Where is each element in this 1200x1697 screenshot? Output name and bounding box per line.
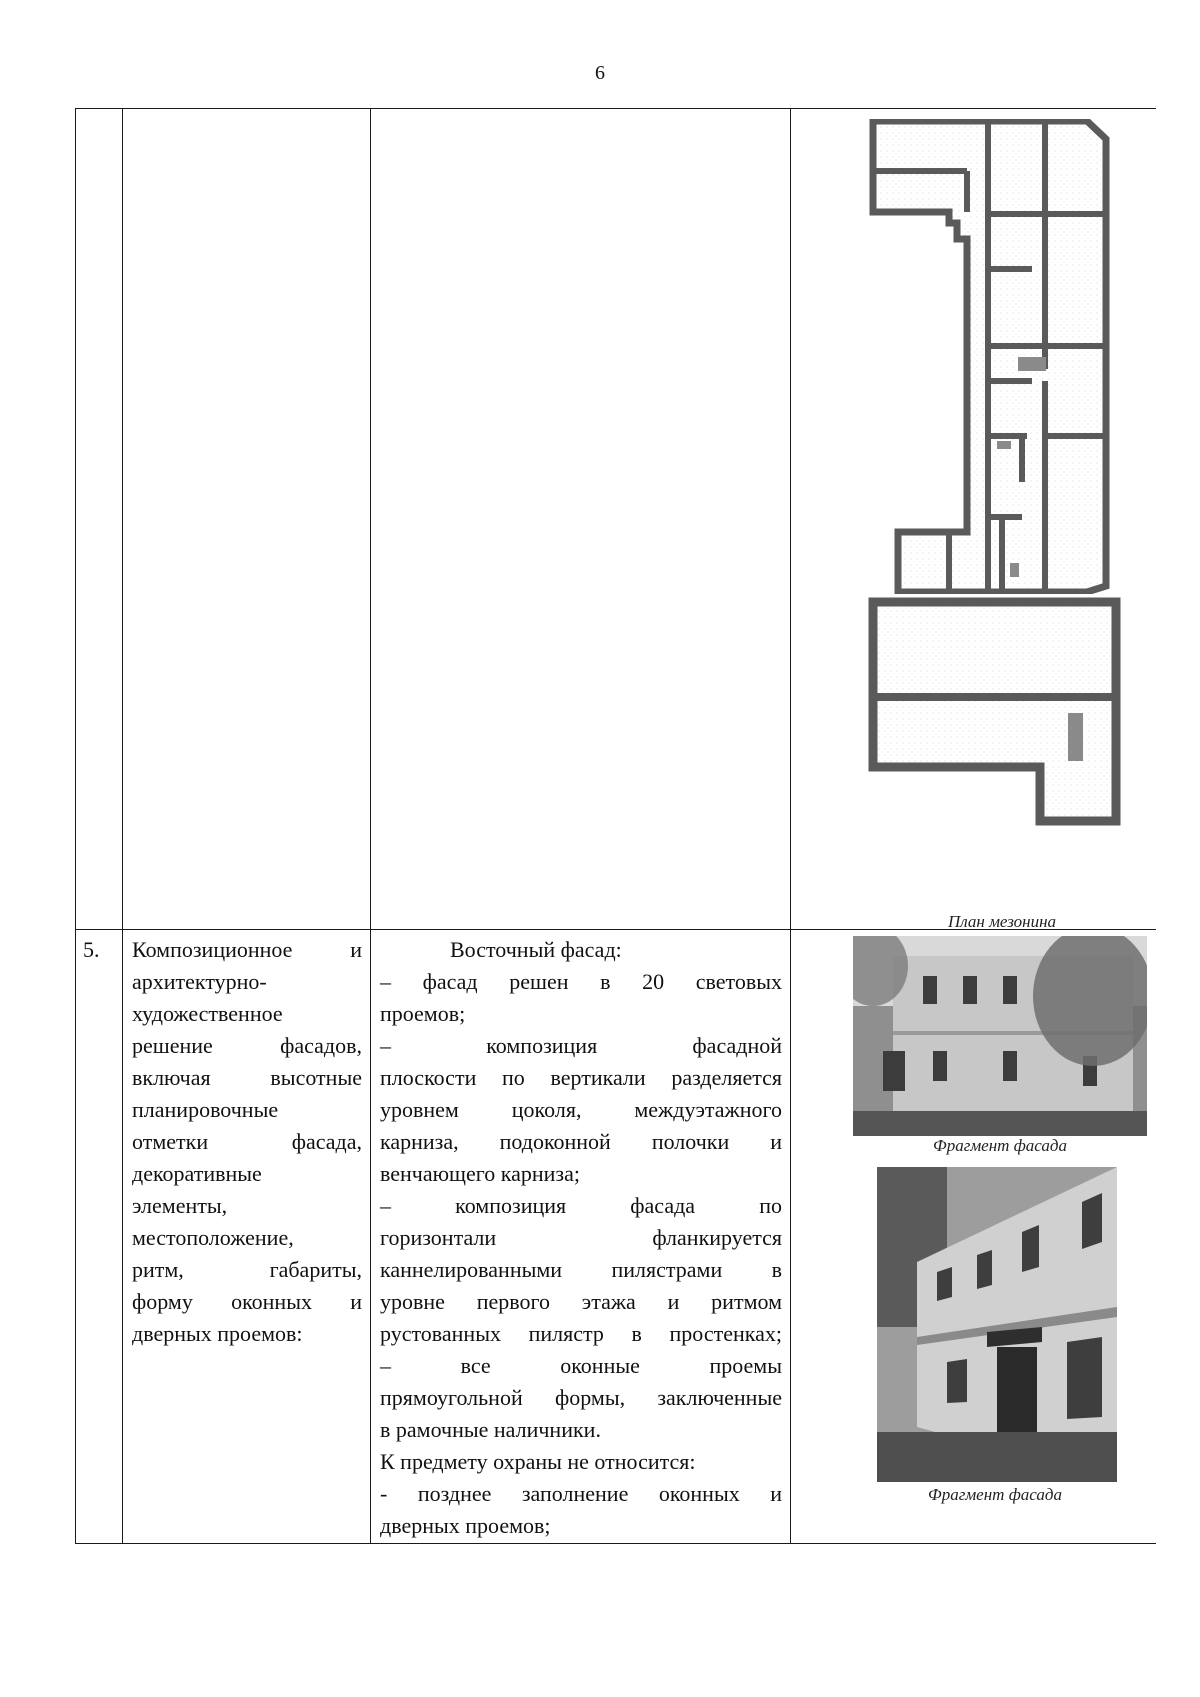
row-title: [132, 934, 362, 1350]
heritage-table: [75, 108, 1156, 1544]
description-line: венчающего карниза;: [380, 1161, 580, 1186]
row-title-line: планировочные: [132, 1097, 279, 1122]
description-line: – все оконные проемы: [380, 1353, 782, 1378]
row-description: [380, 934, 782, 1542]
description-line: в рамочные наличники.: [380, 1417, 601, 1442]
mezzanine-plan: [860, 597, 1135, 829]
description-line: проемов;: [380, 1001, 466, 1026]
row-title-line: декоративные: [132, 1161, 262, 1186]
facade-photo-2-caption: Фрагмент фасада: [928, 1485, 1062, 1504]
row-title-line: форму оконных и: [132, 1289, 362, 1314]
row-title-line: решение фасадов,: [132, 1033, 362, 1058]
description-line: К предмету охраны не относится:: [380, 1449, 696, 1474]
description-line: каннелированными пилястрами в: [380, 1257, 782, 1282]
page-number: 6: [595, 62, 605, 84]
row-title-line: архитектурно-: [132, 969, 267, 994]
row-title-line: дверных проемов:: [132, 1321, 303, 1346]
description-line: Восточный фасад:: [450, 937, 622, 962]
row-number: 5.: [83, 937, 100, 962]
row-title-line: включая высотные: [132, 1065, 362, 1090]
description-line: прямоугольной формы, заключенные: [380, 1385, 782, 1410]
description-line: уровне первого этажа и ритмом: [380, 1289, 782, 1314]
description-line: – композиция фасада по: [380, 1193, 782, 1218]
description-line: уровнем цоколя, междуэтажного: [380, 1097, 782, 1122]
row-title-line: элементы,: [132, 1193, 228, 1218]
row-title-line: Композиционное и: [132, 937, 362, 962]
row-title-line: отметки фасада,: [132, 1129, 362, 1154]
column-divider-1: [122, 108, 123, 1544]
description-line: – фасад решен в 20 световых: [380, 969, 782, 994]
facade-photo-1: [853, 936, 1147, 1136]
facade-photo-2: [877, 1167, 1117, 1482]
description-line: горизонтали фланкируется: [380, 1225, 782, 1250]
table-border-bottom: [75, 1543, 1156, 1544]
facade-photo-1-caption: Фрагмент фасада: [933, 1136, 1067, 1155]
mezzanine-plan-caption: План мезонина: [947, 912, 1057, 931]
column-divider-2: [370, 108, 371, 1544]
table-border-left: [75, 108, 76, 1544]
description-line: плоскости по вертикали разделяется: [380, 1065, 782, 1090]
description-line: дверных проемов;: [380, 1513, 551, 1538]
row-title-line: местоположение,: [132, 1225, 294, 1250]
column-divider-3: [790, 108, 791, 1544]
row-title-line: художественное: [132, 1001, 283, 1026]
description-line: карниза, подоконной полочки и: [380, 1129, 782, 1154]
table-border-top: [75, 108, 1156, 109]
second-floor-plan: [862, 119, 1132, 594]
description-line: - позднее заполнение оконных и: [380, 1481, 782, 1506]
row-title-line: ритм, габариты,: [132, 1257, 362, 1282]
description-line: – композиция фасадной: [380, 1033, 782, 1058]
description-line: рустованных пилястр в простенках;: [380, 1321, 782, 1346]
